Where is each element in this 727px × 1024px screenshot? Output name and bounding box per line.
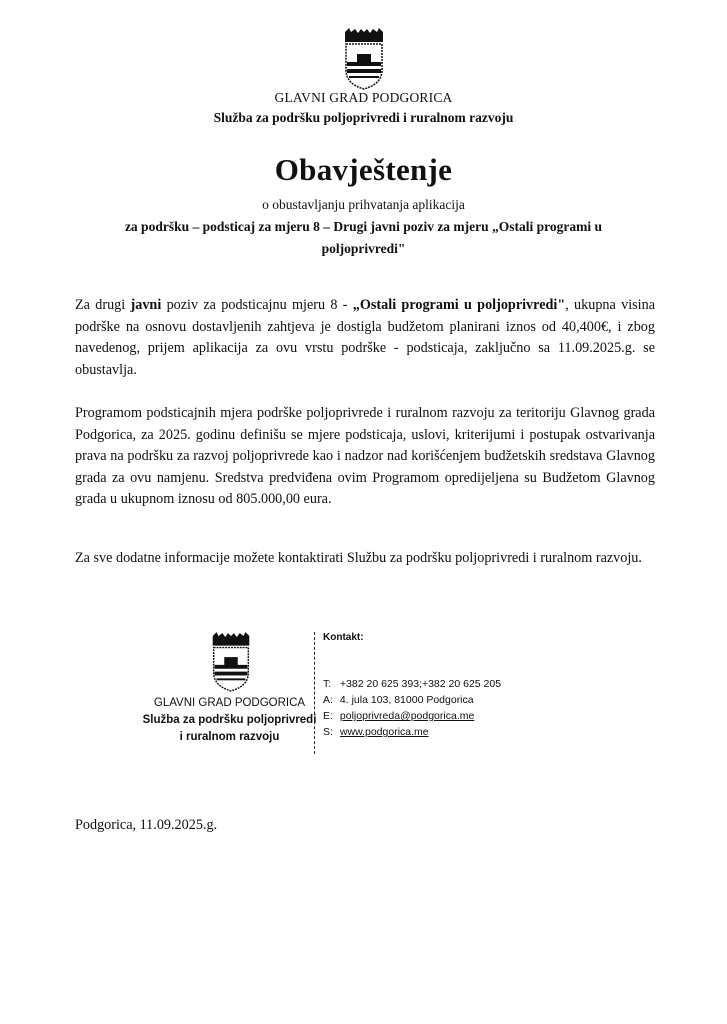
date-line: Podgorica, 11.09.2025.g. (75, 817, 218, 833)
footer-org-name: GLAVNI GRAD PODGORICA (153, 697, 306, 709)
footer-divider (314, 632, 315, 754)
site-key: S: (323, 726, 333, 738)
paragraph-2: Programom podsticajnih mjera podrške poljoprivrede i ruralnom razvoju za teritoriju Glavnog grada Podgorica, za 2025. godinu definišu se mjere podsticaja, uslovi, kriterijumi i postupak ostvarivanja prava na podršku za razvoj poljoprivrede kao i nadzor nad korišćenjem budžetskih sredstava Glavnog grada za ovu namjenu. Sredstva predviđena ovim Programom opredijeljena su Budžetom Glavnog grada u ukupnom iznosu od 805.000,00 eura. (75, 405, 655, 507)
footer-service-line-2: i ruralnom razvoju (179, 731, 280, 743)
header-org-name: GLAVNI GRAD PODGORICA (274, 90, 453, 105)
coat-of-arms-logo-icon (337, 28, 391, 90)
p1-bold-program-name: „Ostali programi u poljoprivredi" (352, 297, 566, 313)
website-link[interactable]: www.podgorica.me (339, 726, 429, 738)
paragraph-3: Za sve dodatne informacije možete kontaktirati Službu za podršku poljoprivredi i ruralnom razvoju. (75, 550, 642, 566)
p1-bold-javni: javni (130, 297, 162, 313)
subtitle-line-3: poljoprivredi" (321, 241, 406, 256)
contact-address (323, 694, 474, 706)
address-value: 4. jula 103, 81000 Podgorica (339, 694, 474, 706)
footer-coat-of-arms-icon (205, 632, 257, 692)
subtitle-line-1: o obustavljanju prihvatanja aplikacija (262, 197, 465, 212)
address-key: A: (323, 694, 333, 706)
contact-phone (323, 678, 501, 690)
contact-label: Kontakt: (323, 632, 364, 643)
document-title: Obavještenje (274, 152, 453, 187)
subtitle-line-2: za podršku – podsticaj za mjeru 8 – Drugi javni poziv za mjeru „Ostali programi u (124, 219, 603, 234)
contact-site (323, 726, 429, 738)
contact-email (323, 710, 474, 722)
p1-text-post: , ukupna visina podrške na osnovu dostavljenih zahtjeva je dostigla budžetom planirani iznos od 40,400€, i zbog navedenog, prijem aplikacija za ovu vrstu podrške - podsticaja, zaključno sa 11.09.2025.g. se obustavlja. (75, 297, 655, 378)
paragraph-1 (75, 295, 655, 381)
header-service-name: Služba za podršku poljoprivredi i ruralnom razvoju (213, 110, 514, 125)
email-key: E: (323, 710, 333, 722)
phone-value: +382 20 625 393;+382 20 625 205 (339, 678, 502, 690)
email-link[interactable]: poljoprivreda@podgorica.me (339, 710, 475, 722)
phone-key: T: (323, 678, 332, 690)
p1-text-pre: Za drugi (75, 297, 131, 313)
p1-text-mid: poziv za podsticajnu mjeru 8 - (161, 297, 353, 313)
footer-service-line-1: Služba za podršku poljoprivredi (142, 714, 317, 726)
